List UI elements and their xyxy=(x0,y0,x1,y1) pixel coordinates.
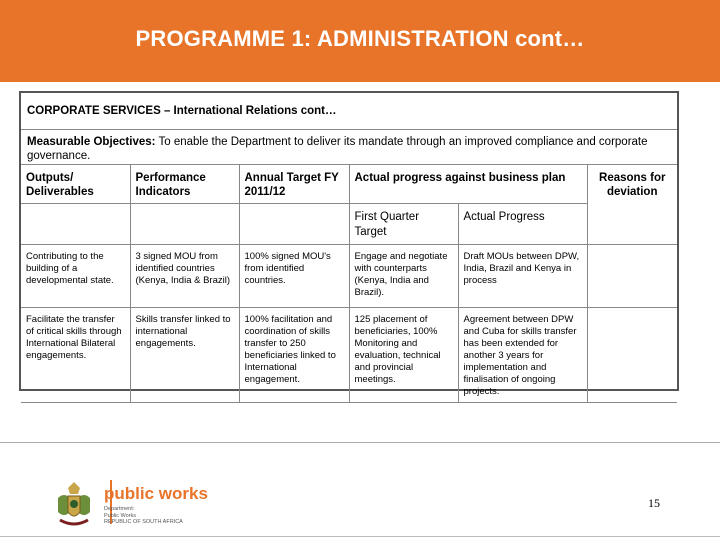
progress-table xyxy=(21,165,677,403)
objective-text: To enable the Department to deliver its mandate through an improved compliance and corporate governance. xyxy=(27,136,648,162)
header-reasons: Reasons for deviation xyxy=(587,165,677,245)
row-actual: Agreement between DPW and Cuba for skills transfer has been extended for another 3 years for implementation and finalisation of ongoing projects. xyxy=(458,308,587,403)
row-indicators: 3 signed MOU from identified countries (Kenya, India & Brazil) xyxy=(130,245,239,308)
header-first-quarter: First Quarter Target xyxy=(349,204,458,245)
row-target: 100% signed MOU's from identified countries. xyxy=(239,245,349,308)
slide-title: PROGRAMME 1: ADMINISTRATION cont… xyxy=(135,26,585,51)
header-indicators: Performance Indicators xyxy=(130,165,239,204)
public-works-logo-text: public works xyxy=(104,484,208,503)
department-line: Department: xyxy=(104,506,135,512)
objective-label: Measurable Objectives: xyxy=(27,136,156,148)
coat-of-arms-icon xyxy=(50,478,98,528)
row-reasons xyxy=(587,308,677,403)
measurable-objectives xyxy=(21,130,677,165)
department-line: REPUBLIC OF SOUTH AFRICA xyxy=(104,519,183,525)
header-target: Annual Target FY 2011/12 xyxy=(239,165,349,204)
row-outputs: Contributing to the building of a developmental state. xyxy=(21,245,130,308)
footer-divider xyxy=(0,442,720,443)
row-target: 100% facilitation and coordination of skills transfer to 250 beneficiaries linked to International engagement. xyxy=(239,308,349,403)
row-reasons xyxy=(587,245,677,308)
row-outputs: Facilitate the transfer of critical skills through International Bilateral engagements. xyxy=(21,308,130,403)
header-actual: Actual Progress xyxy=(458,204,587,245)
header-progress: Actual progress against business plan xyxy=(349,165,587,204)
page-number: 15 xyxy=(648,496,660,510)
table-row xyxy=(21,245,677,308)
row-indicators: Skills transfer linked to international engagements. xyxy=(130,308,239,403)
header-outputs: Outputs/ Deliverables xyxy=(21,165,130,204)
row-first-quarter: 125 placement of beneficiaries, 100% Monitoring and evaluation, technical and provincial meetings. xyxy=(349,308,458,403)
section-title: CORPORATE SERVICES – International Relations cont… xyxy=(21,93,677,130)
department-line: Public Works xyxy=(104,512,136,519)
row-actual: Draft MOUs between DPW, India, Brazil and Kenya in process xyxy=(458,245,587,308)
title-banner xyxy=(0,0,720,82)
department-lines xyxy=(104,506,183,526)
bottom-divider xyxy=(0,536,720,537)
row-first-quarter: Engage and negotiate with counterparts (Kenya, India and Brazil). xyxy=(349,245,458,308)
table-row xyxy=(21,308,677,403)
